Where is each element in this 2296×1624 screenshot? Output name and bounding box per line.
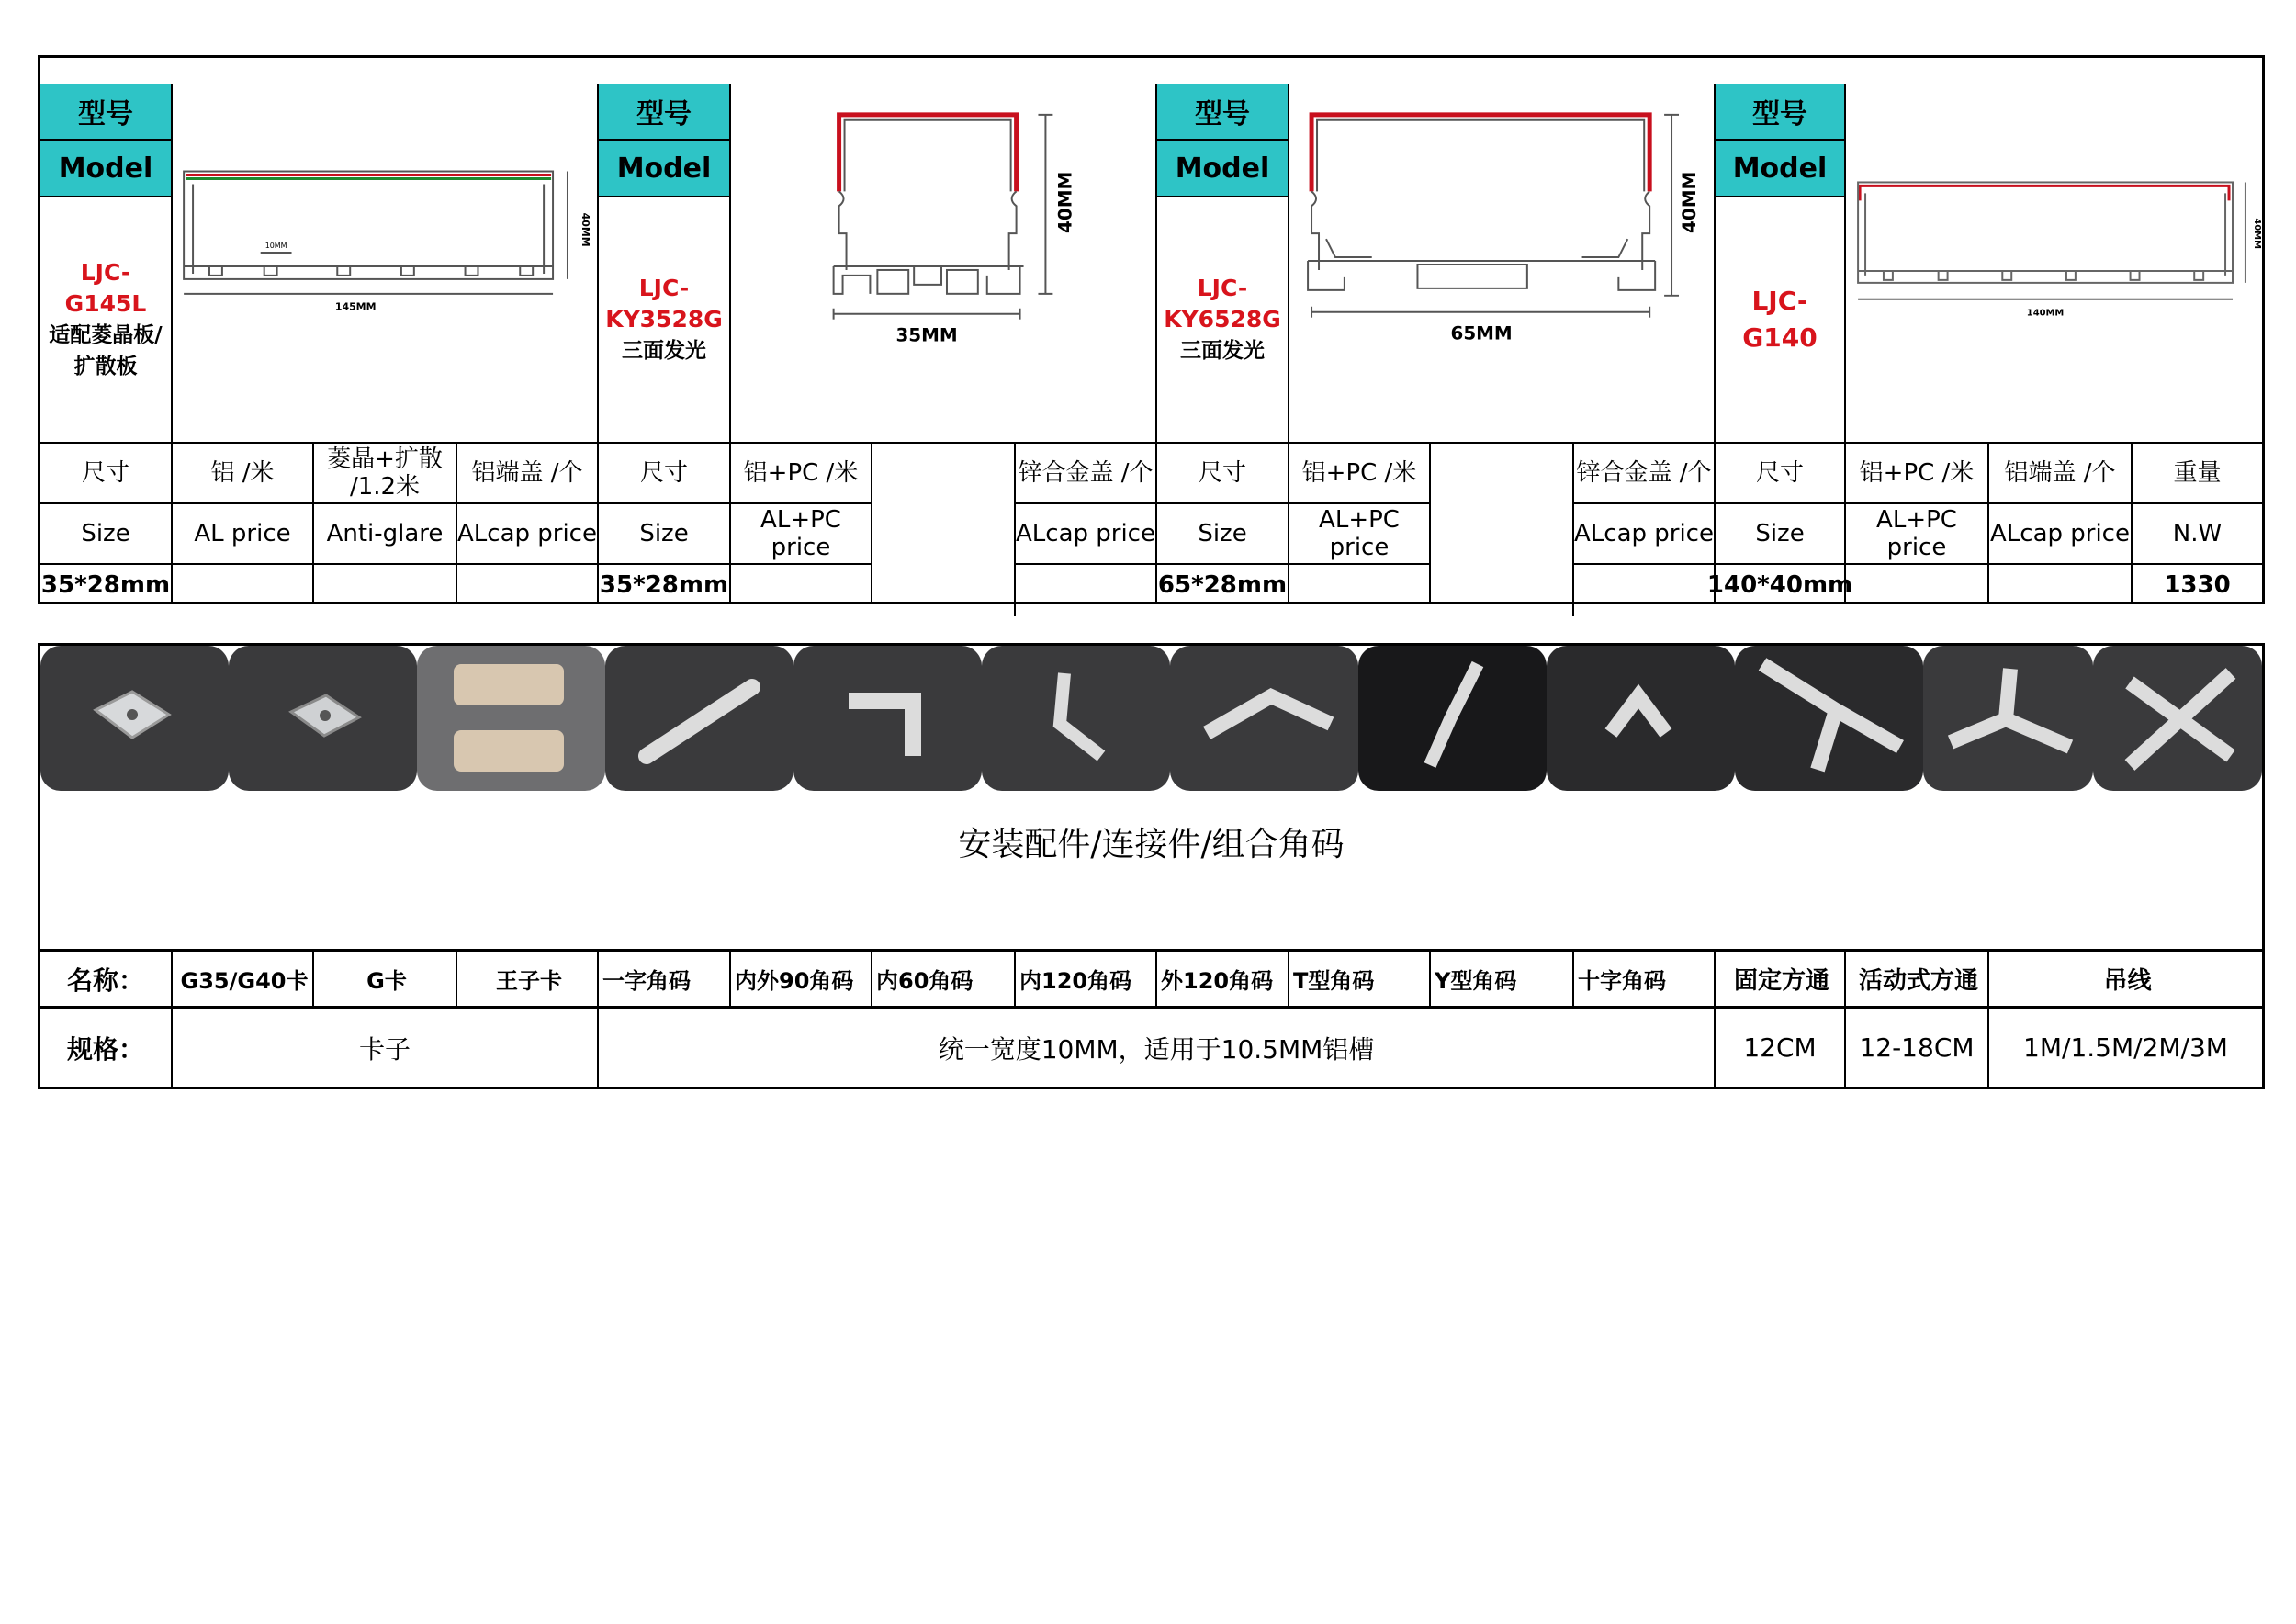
- size-value-text: 35*28mm: [599, 570, 729, 599]
- header-cn-alpc: [731, 444, 872, 504]
- header-en-text: N.W: [2172, 520, 2223, 547]
- model-sub-1: 三面发光: [1180, 339, 1265, 363]
- model-name-line-2: KY3528G: [605, 306, 723, 333]
- header-cn-size: [1716, 444, 1846, 504]
- header-empty: [1431, 444, 1574, 616]
- photo-y-connector: [1735, 646, 1923, 791]
- profile-drawing-ky3528g: [731, 84, 1157, 444]
- photo-cross-connector: [2093, 646, 2262, 791]
- weight-value-text: 1330: [2164, 570, 2231, 599]
- header-cn-antiglare: [314, 444, 457, 504]
- header-cn-cap: [457, 444, 599, 504]
- model-cell: [1716, 197, 1846, 444]
- model-name-line-2: G140: [1742, 322, 1818, 353]
- header-en-text: Size: [1755, 520, 1805, 547]
- profile-drawing-ky6528g-svg: [1289, 84, 1714, 442]
- header-cn-text: 铝端盖 /个: [2004, 459, 2116, 487]
- header-cn-cap: [1016, 444, 1157, 504]
- size-value: [1706, 565, 1853, 604]
- price-value-empty: [1574, 565, 1716, 604]
- spec-connectors: 统一宽度10MM，适用于10.5MM铝槽: [599, 1006, 1716, 1087]
- model-sub-2: 扩散板: [73, 355, 138, 378]
- header-en-cap: [1989, 504, 2133, 565]
- model-name-line-2: KY6528G: [1164, 306, 1281, 333]
- header-cn-text: 尺寸: [1755, 459, 1804, 487]
- model-sub-1: 三面发光: [622, 339, 706, 363]
- name-g-clip: G卡: [314, 949, 457, 1006]
- width-label: 65MM: [1450, 322, 1513, 344]
- model-cell: [599, 197, 731, 444]
- header-cn-text: 尺寸: [81, 459, 129, 487]
- header-en-text: ALcap price: [1016, 520, 1155, 547]
- model-en-header: [40, 141, 173, 197]
- header-en-text: AL price: [194, 520, 291, 547]
- name-king-clip: 王子卡: [457, 949, 599, 1006]
- price-value-empty: [1016, 565, 1157, 604]
- name-t-connector: T型角码: [1289, 949, 1431, 1006]
- header-en-text: ALcap price: [1990, 520, 2130, 547]
- profile-drawing-g145l-svg: [173, 84, 597, 442]
- width-label: 35MM: [895, 324, 958, 346]
- header-en-text: Anti-glare: [326, 520, 444, 547]
- size-value: [40, 565, 173, 604]
- header-cn-text: 铝端盖 /个: [471, 459, 583, 487]
- header-cn-text: 铝+PC /米: [1301, 459, 1417, 487]
- size-value-text: 140*40mm: [1706, 570, 1853, 599]
- model-cn-label: 型号: [1752, 98, 1807, 130]
- header-en-text: Size: [81, 520, 130, 547]
- header-en-cap: [457, 504, 599, 565]
- price-value-empty: [1989, 565, 2133, 604]
- header-en-size: [1716, 504, 1846, 565]
- model-cn-header: [599, 84, 731, 141]
- model-name: LJC-G145L: [64, 259, 147, 317]
- name-y-connector: Y型角码: [1431, 949, 1574, 1006]
- spec-table: [38, 55, 2265, 604]
- name-label: 名称：: [40, 949, 173, 1006]
- model-cn-label: 型号: [1195, 98, 1250, 130]
- size-value-text: 65*28mm: [1157, 570, 1288, 599]
- weight-value: [2133, 565, 2262, 604]
- header-en-al: [173, 504, 314, 565]
- header-en-size: [1157, 504, 1289, 565]
- header-cn-alpc: [1289, 444, 1431, 504]
- name-straight-connector: 一字角码: [599, 949, 731, 1006]
- model-name-line-1: LJC-: [638, 275, 690, 301]
- header-en-size: [599, 504, 731, 565]
- profile-drawing-g140-svg: [1846, 84, 2262, 442]
- header-cn-size: [599, 444, 731, 504]
- price-value-empty: [457, 565, 599, 604]
- spec-hanging-wire: 1M/1.5M/2M/3M: [1989, 1006, 2262, 1087]
- header-en-alpc: [731, 504, 872, 565]
- model-en-header: [599, 141, 731, 197]
- size-value-text: 35*28mm: [40, 570, 171, 599]
- header-en-antiglare: [314, 504, 457, 565]
- height-label: 40MM: [2251, 218, 2262, 249]
- name-g35-clip: G35/G40卡: [173, 949, 314, 1006]
- header-en-cap: [1574, 504, 1716, 565]
- header-cn-alpc: [1846, 444, 1989, 504]
- model-cell: [1157, 197, 1289, 444]
- header-cn-text: 铝 /米: [210, 459, 275, 487]
- model-en-label: Model: [58, 152, 153, 185]
- photo-king-clip: [417, 646, 605, 791]
- name-fixed-rod: 固定方通: [1716, 949, 1846, 1006]
- profile-drawing-g145l: [173, 84, 599, 444]
- header-cn-weight: [2133, 444, 2262, 504]
- model-cn-label: 型号: [636, 98, 692, 130]
- photo-straight-connector: [605, 646, 793, 791]
- spec-label: 规格：: [40, 1006, 173, 1087]
- inner-width-label: 10MM: [264, 242, 287, 251]
- size-value: [1157, 565, 1289, 604]
- photo-y-connector-2: [1923, 646, 2093, 791]
- header-en-alpc: [1289, 504, 1431, 565]
- header-en-text: AL+PC price: [760, 506, 841, 561]
- height-label: 40MM: [1054, 171, 1076, 233]
- model-en-header: [1157, 141, 1289, 197]
- profile-drawing-g140: [1846, 84, 2262, 444]
- header-en-text: ALcap price: [1574, 520, 1714, 547]
- spec-clips: 卡子: [173, 1006, 599, 1087]
- spec-fixed-rod: 12CM: [1716, 1006, 1846, 1087]
- width-label: 145MM: [334, 300, 377, 313]
- photo-inner-60: [982, 646, 1170, 791]
- header-empty: [872, 444, 1016, 616]
- header-cn-text: 菱晶+扩散 /1.2米: [327, 445, 443, 501]
- header-en-text: AL+PC price: [1319, 506, 1400, 561]
- name-cross-connector: 十字角码: [1574, 949, 1716, 1006]
- accessory-title: 安装配件/连接件/组合角码: [958, 826, 1345, 863]
- spec-movable-rod: 12-18CM: [1846, 1006, 1989, 1087]
- model-name-line-1: LJC-: [1751, 286, 1808, 316]
- photo-clip-g: [229, 646, 417, 791]
- model-cell: [40, 197, 173, 444]
- model-en-label: Model: [616, 152, 712, 185]
- model-cn-header: [1716, 84, 1846, 141]
- header-en-text: Size: [639, 520, 689, 547]
- header-en-text: Size: [1198, 520, 1247, 547]
- photo-inner-outer-90: [793, 646, 982, 791]
- model-cn-header: [40, 84, 173, 141]
- photo-t-connector: [1547, 646, 1735, 791]
- model-en-header: [1716, 141, 1846, 197]
- name-inner-outer-90: 内外90角码: [731, 949, 872, 1006]
- model-en-label: Model: [1732, 152, 1828, 185]
- header-en-weight: [2133, 504, 2262, 565]
- header-cn-text: 尺寸: [639, 459, 688, 487]
- name-outer-120: 外120角码: [1157, 949, 1289, 1006]
- name-inner-120: 内120角码: [1016, 949, 1157, 1006]
- profile-drawing-ky6528g: [1289, 84, 1716, 444]
- header-en-size: [40, 504, 173, 565]
- size-value: [599, 565, 731, 604]
- header-cn-text: 铝+PC /米: [743, 459, 859, 487]
- header-en-text: AL+PC price: [1876, 506, 1957, 561]
- name-inner-60: 内60角码: [872, 949, 1016, 1006]
- model-en-label: Model: [1175, 152, 1270, 185]
- header-cn-text: 铝+PC /米: [1859, 459, 1975, 487]
- price-value-empty: [1846, 565, 1989, 604]
- header-cn-size: [1157, 444, 1289, 504]
- header-cn-text: 锌合金盖 /个: [1018, 459, 1154, 487]
- model-name-line-1: LJC-: [1197, 275, 1248, 301]
- photo-inner-120: [1170, 646, 1358, 791]
- photo-outer-120: [1358, 646, 1547, 791]
- model-cn-label: 型号: [78, 98, 133, 130]
- name-hanging-wire: 吊线: [1989, 949, 2262, 1006]
- header-cn-al: [173, 444, 314, 504]
- header-cn-text: 锌合金盖 /个: [1576, 459, 1712, 487]
- profile-drawing-ky3528g-svg: [731, 84, 1155, 442]
- price-value-empty: [314, 565, 457, 604]
- price-value-empty: [731, 565, 872, 604]
- height-label: 40MM: [579, 212, 591, 247]
- price-value-empty: [1289, 565, 1431, 604]
- header-cn-text: 重量: [2173, 459, 2222, 487]
- header-en-cap: [1016, 504, 1157, 565]
- header-en-alpc: [1846, 504, 1989, 565]
- header-cn-cap: [1574, 444, 1716, 504]
- header-cn-cap: [1989, 444, 2133, 504]
- height-label: 40MM: [1678, 171, 1700, 233]
- header-en-text: ALcap price: [457, 520, 597, 547]
- accessory-table: [38, 643, 2265, 1089]
- model-sub-1: 适配菱晶板/: [49, 323, 163, 347]
- photo-clip-g35: [40, 646, 229, 791]
- header-cn-size: [40, 444, 173, 504]
- header-cn-text: 尺寸: [1198, 459, 1246, 487]
- model-cn-header: [1157, 84, 1289, 141]
- width-label: 140MM: [2026, 308, 2065, 319]
- name-movable-rod: 活动式方通: [1846, 949, 1989, 1006]
- price-value-empty: [173, 565, 314, 604]
